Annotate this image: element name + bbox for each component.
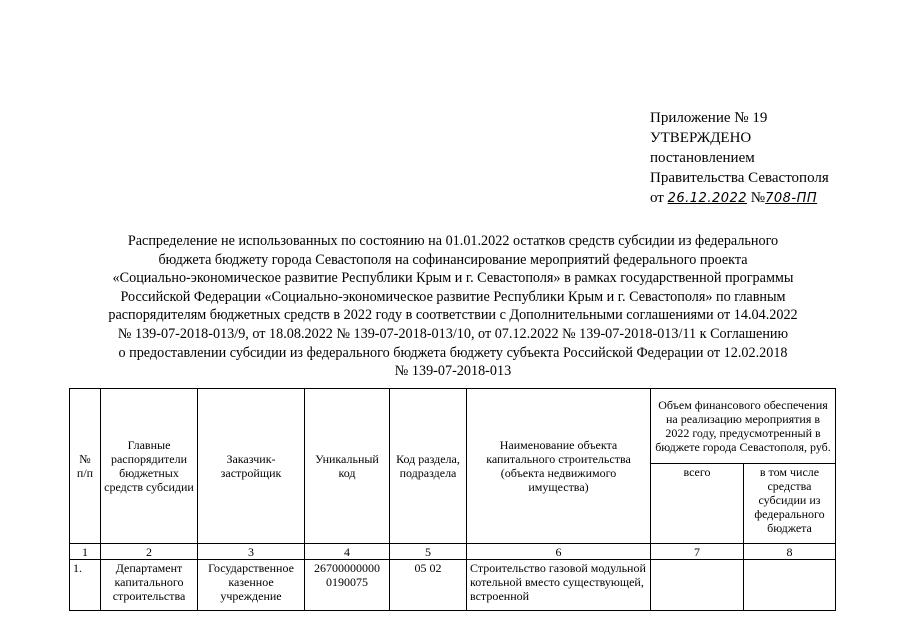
header-managers: Главные распорядители бюджетных средств субсидии [101, 389, 198, 544]
column-number: 7 [651, 544, 744, 560]
title-line: распорядителям бюджетных средств в 2022 году в соответствии с Дополнительными соглашениями от 14.04.2022 [108, 307, 798, 324]
resolution-label: постановлением [650, 150, 755, 166]
column-number: 3 [198, 544, 305, 560]
date-prefix: от [650, 190, 664, 206]
government-label: Правительства Севастополя [650, 170, 829, 186]
row-federal [744, 560, 836, 611]
title-line: Распределение не использованных по состоянию на 01.01.2022 остатков средств субсидии из федерального [127, 233, 779, 249]
approved-label: УТВЕРЖДЕНО [650, 130, 752, 146]
approval-date-line [650, 188, 829, 209]
column-number: 8 [744, 544, 836, 560]
header-object-name: Наименование объекта капитального строительства (объекта недвижимого имущества) [467, 389, 651, 544]
row-unique-code: 26700000000 0190075 [305, 560, 390, 611]
header-total: всего [651, 464, 744, 544]
header-num: № п/п [70, 389, 101, 544]
number-sign: № [750, 190, 766, 206]
header-customer: Заказчик-застройщик [198, 389, 305, 544]
title-line: о предоставлении субсидии из федерального бюджета бюджету субъекта Российской Федерации от 12.02.2018 [118, 344, 788, 361]
column-number: 6 [467, 544, 651, 560]
distribution-table [69, 388, 836, 611]
approval-stamp [650, 108, 829, 209]
header-section-code: Код раздела, подраздела [390, 389, 467, 544]
column-number-row [70, 544, 836, 560]
row-customer: Государственное казенное учреждение [198, 560, 305, 611]
row-total [651, 560, 744, 611]
handwritten-number: 708-ПП [765, 191, 818, 206]
title-line: бюджета бюджету города Севастополя на софинансирование мероприятий федерального проекта [158, 251, 748, 268]
title-line: Российской Федерации «Социально-экономическое развитие Республики Крым и г. Севастополя» по главным [120, 288, 786, 305]
row-manager: Департамент капитального строительства [101, 560, 198, 611]
appendix-number: Приложение № 19 [650, 110, 768, 126]
table-row [70, 560, 836, 611]
handwritten-date: 26.12.2022 [667, 191, 748, 206]
row-section-code: 05 02 [390, 560, 467, 611]
header-unique-code: Уникальный код [305, 389, 390, 544]
header-federal: в том числе средства субсидии из федерального бюджета [744, 464, 836, 544]
row-num: 1. [70, 560, 101, 611]
column-number: 5 [390, 544, 467, 560]
column-number: 1 [70, 544, 101, 560]
document-title [82, 232, 824, 381]
column-number: 4 [305, 544, 390, 560]
column-number: 2 [101, 544, 198, 560]
header-funding: Объем финансового обеспечения на реализацию мероприятия в 2022 году, предусмотренный в бюджете города Севастополя, руб. [651, 389, 836, 464]
header-row [70, 389, 836, 464]
title-line: № 139-07-2018-013 [394, 363, 512, 380]
title-line: «Социально-экономическое развитие Республики Крым и г. Севастополя» в рамках государственной программы [112, 270, 794, 287]
row-object-name: Строительство газовой модульной котельной вместо существующей, встроенной [467, 560, 651, 611]
title-line: № 139-07-2018-013/9, от 18.08.2022 № 139-07-2018-013/10, от 07.12.2022 № 139-07-2018-013/11 к Соглашению [117, 325, 789, 342]
